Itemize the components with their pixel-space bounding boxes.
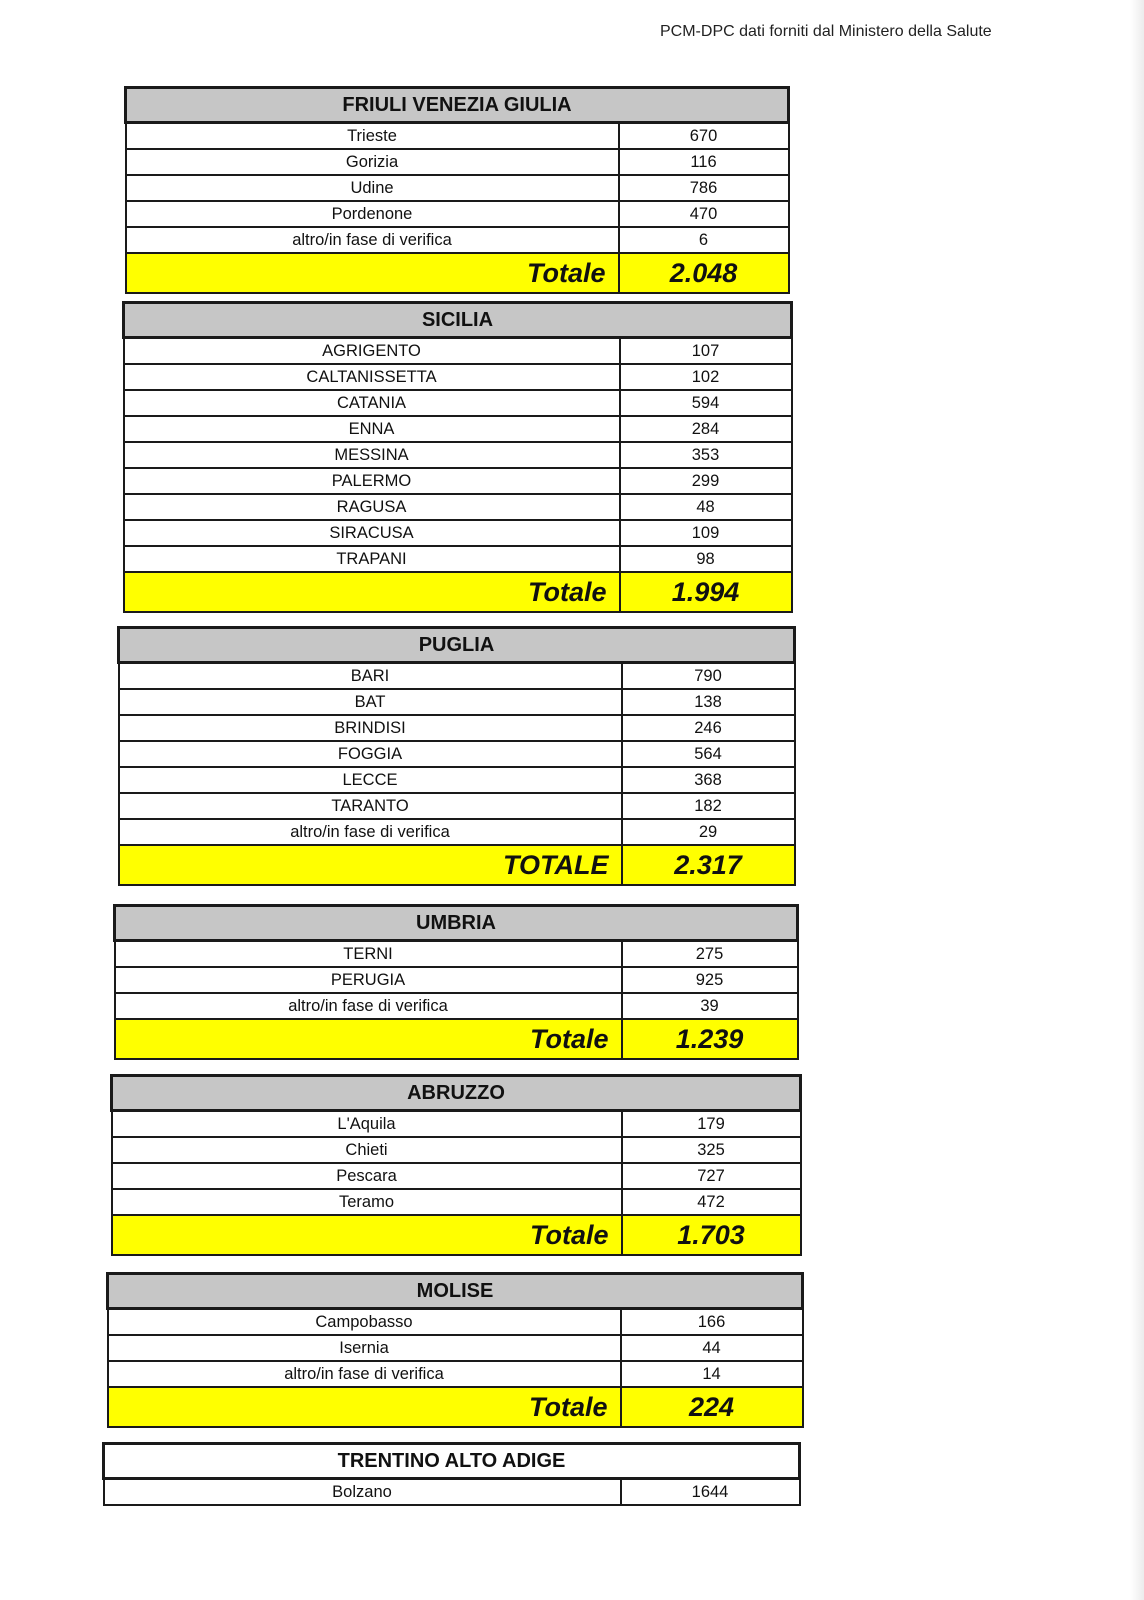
table-row	[124, 390, 792, 416]
case-count: 138	[622, 689, 795, 715]
region-title: SICILIA	[124, 303, 792, 338]
case-count: 564	[622, 741, 795, 767]
table-row	[124, 442, 792, 468]
case-count: 48	[620, 494, 792, 520]
table-row	[119, 663, 795, 690]
region-title: FRIULI VENEZIA GIULIA	[126, 88, 789, 123]
case-count: 246	[622, 715, 795, 741]
province-name: BAT	[119, 689, 622, 715]
region-title: ABRUZZO	[112, 1076, 801, 1111]
table-row	[124, 338, 792, 365]
table-row	[115, 941, 798, 968]
table-row	[108, 1335, 803, 1361]
region-table-friuli-venezia-giulia	[124, 86, 790, 294]
page-edge-shadow	[1130, 0, 1144, 1600]
province-name: BRINDISI	[119, 715, 622, 741]
table-row	[126, 201, 789, 227]
case-count: 284	[620, 416, 792, 442]
case-count: 275	[622, 941, 798, 968]
table-row	[104, 1479, 800, 1506]
table-row	[124, 494, 792, 520]
case-count: 925	[622, 967, 798, 993]
province-name: L'Aquila	[112, 1111, 622, 1138]
total-value: 1.994	[620, 572, 792, 612]
case-count: 14	[621, 1361, 803, 1387]
total-label: Totale	[126, 253, 619, 293]
total-value: 1.703	[622, 1215, 801, 1255]
province-name: Pordenone	[126, 201, 619, 227]
province-name: TARANTO	[119, 793, 622, 819]
table-row	[126, 149, 789, 175]
case-count: 109	[620, 520, 792, 546]
total-row	[124, 572, 792, 612]
region-table-molise	[106, 1272, 804, 1428]
province-name: TERNI	[115, 941, 622, 968]
case-count: 786	[619, 175, 789, 201]
case-count: 166	[621, 1309, 803, 1336]
province-name: Gorizia	[126, 149, 619, 175]
table-row	[119, 741, 795, 767]
total-value: 2.048	[619, 253, 789, 293]
table-row	[119, 689, 795, 715]
case-count: 102	[620, 364, 792, 390]
table-row	[126, 123, 789, 150]
province-name: altro/in fase di verifica	[115, 993, 622, 1019]
table-row	[119, 715, 795, 741]
table-row	[112, 1137, 801, 1163]
case-count: 472	[622, 1189, 801, 1215]
total-row	[115, 1019, 798, 1059]
province-name: TRAPANI	[124, 546, 620, 572]
table-row	[112, 1111, 801, 1138]
table-row	[108, 1309, 803, 1336]
case-count: 1644	[621, 1479, 800, 1506]
province-name: CALTANISSETTA	[124, 364, 620, 390]
case-count: 353	[620, 442, 792, 468]
province-name: Isernia	[108, 1335, 621, 1361]
table-row	[108, 1361, 803, 1387]
region-table-puglia	[117, 626, 796, 886]
province-name: CATANIA	[124, 390, 620, 416]
province-name: PALERMO	[124, 468, 620, 494]
total-label: TOTALE	[119, 845, 622, 885]
province-name: RAGUSA	[124, 494, 620, 520]
region-table-trentino-alto-adige	[102, 1442, 801, 1506]
case-count: 29	[622, 819, 795, 845]
province-name: altro/in fase di verifica	[108, 1361, 621, 1387]
case-count: 98	[620, 546, 792, 572]
case-count: 368	[622, 767, 795, 793]
province-name: BARI	[119, 663, 622, 690]
table-row	[126, 227, 789, 253]
province-name: PERUGIA	[115, 967, 622, 993]
table-row	[112, 1163, 801, 1189]
case-count: 470	[619, 201, 789, 227]
total-label: Totale	[108, 1387, 621, 1427]
case-count: 299	[620, 468, 792, 494]
province-name: Chieti	[112, 1137, 622, 1163]
region-table-sicilia	[122, 301, 793, 613]
case-count: 182	[622, 793, 795, 819]
province-name: SIRACUSA	[124, 520, 620, 546]
total-value: 1.239	[622, 1019, 798, 1059]
table-row	[124, 468, 792, 494]
case-count: 594	[620, 390, 792, 416]
province-name: Trieste	[126, 123, 619, 150]
case-count: 116	[619, 149, 789, 175]
province-name: Teramo	[112, 1189, 622, 1215]
table-row	[124, 416, 792, 442]
total-row	[126, 253, 789, 293]
region-table-abruzzo	[110, 1074, 802, 1256]
case-count: 727	[622, 1163, 801, 1189]
case-count: 107	[620, 338, 792, 365]
case-count: 325	[622, 1137, 801, 1163]
case-count: 179	[622, 1111, 801, 1138]
case-count: 790	[622, 663, 795, 690]
total-label: Totale	[112, 1215, 622, 1255]
table-row	[119, 767, 795, 793]
region-table-umbria	[113, 904, 799, 1060]
total-value: 224	[621, 1387, 803, 1427]
region-title: UMBRIA	[115, 906, 798, 941]
total-label: Totale	[124, 572, 620, 612]
table-row	[115, 967, 798, 993]
province-name: Pescara	[112, 1163, 622, 1189]
case-count: 6	[619, 227, 789, 253]
table-row	[124, 364, 792, 390]
province-name: AGRIGENTO	[124, 338, 620, 365]
total-row	[108, 1387, 803, 1427]
province-name: Udine	[126, 175, 619, 201]
source-note: PCM-DPC dati forniti dal Ministero della Salute	[660, 23, 992, 40]
table-row	[124, 546, 792, 572]
region-title: TRENTINO ALTO ADIGE	[104, 1444, 800, 1479]
table-row	[112, 1189, 801, 1215]
province-name: ENNA	[124, 416, 620, 442]
region-title: PUGLIA	[119, 628, 795, 663]
province-name: FOGGIA	[119, 741, 622, 767]
province-name: LECCE	[119, 767, 622, 793]
case-count: 670	[619, 123, 789, 150]
province-name: Campobasso	[108, 1309, 621, 1336]
table-row	[124, 520, 792, 546]
province-name: altro/in fase di verifica	[126, 227, 619, 253]
total-row	[112, 1215, 801, 1255]
province-name: altro/in fase di verifica	[119, 819, 622, 845]
total-row	[119, 845, 795, 885]
table-row	[119, 793, 795, 819]
case-count: 39	[622, 993, 798, 1019]
province-name: MESSINA	[124, 442, 620, 468]
province-name: Bolzano	[104, 1479, 621, 1506]
table-row	[126, 175, 789, 201]
table-row	[115, 993, 798, 1019]
total-label: Totale	[115, 1019, 622, 1059]
region-title: MOLISE	[108, 1274, 803, 1309]
total-value: 2.317	[622, 845, 795, 885]
table-row	[119, 819, 795, 845]
case-count: 44	[621, 1335, 803, 1361]
